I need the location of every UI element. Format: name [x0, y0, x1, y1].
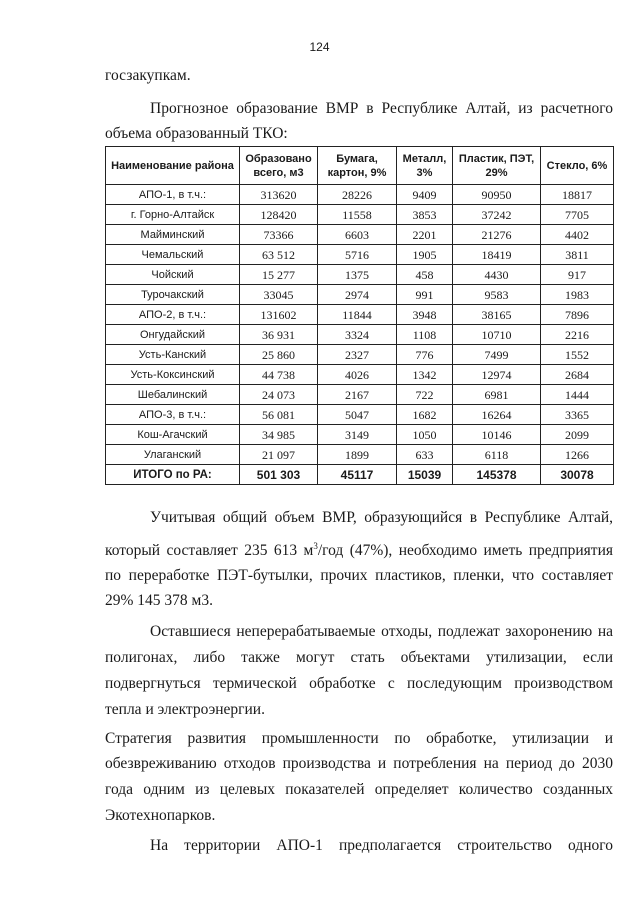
value-cell: 15 277 [240, 265, 318, 285]
table-row [106, 445, 614, 465]
district-name-cell: Кош-Агачский [106, 425, 240, 445]
value-cell: 1375 [318, 265, 397, 285]
value-cell: 145378 [453, 465, 541, 485]
table-row [106, 305, 614, 325]
value-cell: 16264 [453, 405, 541, 425]
value-cell: 917 [541, 265, 614, 285]
column-header: Бумага, картон, 9% [318, 147, 397, 185]
value-cell: 313620 [240, 185, 318, 205]
value-cell: 1983 [541, 285, 614, 305]
value-cell: 1899 [318, 445, 397, 465]
value-cell: 3853 [397, 205, 453, 225]
value-cell: 9583 [453, 285, 541, 305]
intro-text-line: объема образованный ТКО: [105, 125, 288, 142]
value-cell: 34 985 [240, 425, 318, 445]
value-cell: 2201 [397, 225, 453, 245]
table-total-row [106, 465, 614, 485]
value-cell: 45117 [318, 465, 397, 485]
paragraph-line: Оставшиеся неперерабатываемые отходы, подлежат захоронению на [150, 623, 613, 640]
value-cell: 33045 [240, 285, 318, 305]
intro-text-line: Прогнозное образование ВМР в Республике Алтай, из расчетного [150, 100, 613, 117]
district-name-cell: Турочакский [106, 285, 240, 305]
table-row [106, 365, 614, 385]
value-cell: 128420 [240, 205, 318, 225]
value-cell: 2327 [318, 345, 397, 365]
value-cell: 18419 [453, 245, 541, 265]
value-cell: 3948 [397, 305, 453, 325]
value-cell: 2099 [541, 425, 614, 445]
value-cell: 2167 [318, 385, 397, 405]
district-name-cell: Усть-Коксинский [106, 365, 240, 385]
value-cell: 28226 [318, 185, 397, 205]
district-name-cell: Усть-Канский [106, 345, 240, 365]
paragraph-line: года одним из целевых показателей определяет количество созданных [105, 781, 613, 798]
value-cell: 37242 [453, 205, 541, 225]
paragraph-line: 29% 145 378 м3. [105, 592, 213, 609]
table-body [106, 185, 614, 485]
value-cell: 1342 [397, 365, 453, 385]
value-cell: 1682 [397, 405, 453, 425]
value-cell: 90950 [453, 185, 541, 205]
district-name-cell: Майминский [106, 225, 240, 245]
value-cell: 10710 [453, 325, 541, 345]
value-cell: 1050 [397, 425, 453, 445]
value-cell: 1266 [541, 445, 614, 465]
value-cell: 38165 [453, 305, 541, 325]
intro-text-line: госзакупкам. [105, 67, 191, 84]
value-cell: 11558 [318, 205, 397, 225]
value-cell: 3811 [541, 245, 614, 265]
district-name-cell: АПО-1, в т.ч.: [106, 185, 240, 205]
paragraph-line [105, 541, 613, 561]
value-cell: 5047 [318, 405, 397, 425]
value-cell: 24 073 [240, 385, 318, 405]
value-cell: 11844 [318, 305, 397, 325]
table-row [106, 265, 614, 285]
paragraph-line: На территории АПО-1 предполагается строительство одного [150, 837, 613, 854]
paragraph-line: Учитывая общий объем ВМР, образующийся в Республике Алтай, [150, 509, 613, 526]
table-row [106, 225, 614, 245]
value-cell: 2684 [541, 365, 614, 385]
district-name-cell: АПО-3, в т.ч.: [106, 405, 240, 425]
value-cell: 18817 [541, 185, 614, 205]
district-name-cell: ИТОГО по РА: [106, 465, 240, 485]
page-number: 124 [309, 40, 330, 54]
table-header-row [106, 147, 614, 185]
table-row [106, 325, 614, 345]
district-name-cell: Чемальский [106, 245, 240, 265]
value-cell: 1444 [541, 385, 614, 405]
paragraph-line: тепла и электроэнергии. [105, 701, 265, 718]
paragraph-line: подвергнуться термической обработке с последующим производством [105, 675, 613, 692]
value-cell: 30078 [541, 465, 614, 485]
table-row [106, 425, 614, 445]
table-row [106, 285, 614, 305]
value-cell: 2216 [541, 325, 614, 345]
value-cell: 15039 [397, 465, 453, 485]
table-row [106, 405, 614, 425]
column-header: Образовано всего, м3 [240, 147, 318, 185]
table-row [106, 345, 614, 365]
value-cell: 4026 [318, 365, 397, 385]
value-cell: 3149 [318, 425, 397, 445]
value-cell: 21276 [453, 225, 541, 245]
value-cell: 6603 [318, 225, 397, 245]
value-cell: 131602 [240, 305, 318, 325]
value-cell: 2974 [318, 285, 397, 305]
value-cell: 501 303 [240, 465, 318, 485]
superscript: 3 [313, 540, 318, 551]
value-cell: 4430 [453, 265, 541, 285]
district-name-cell: АПО-2, в т.ч.: [106, 305, 240, 325]
value-cell: 12974 [453, 365, 541, 385]
value-cell: 633 [397, 445, 453, 465]
value-cell: 722 [397, 385, 453, 405]
value-cell: 21 097 [240, 445, 318, 465]
value-cell: 4402 [541, 225, 614, 245]
paragraph-line: полигонах, либо также могут стать объектами утилизации, если [105, 649, 613, 666]
district-name-cell: Онгудайский [106, 325, 240, 345]
value-cell: 776 [397, 345, 453, 365]
value-cell: 7499 [453, 345, 541, 365]
paragraph-line: по переработке ПЭТ-бутылки, прочих пластиков, пленки, что составляет [105, 567, 613, 584]
value-cell: 5716 [318, 245, 397, 265]
value-cell: 10146 [453, 425, 541, 445]
value-cell: 56 081 [240, 405, 318, 425]
value-cell: 458 [397, 265, 453, 285]
paragraph-line: Стратегия развития промышленности по обработке, утилизации и [105, 730, 613, 747]
column-header: Пластик, ПЭТ, 29% [453, 147, 541, 185]
table-row [106, 205, 614, 225]
value-cell: 73366 [240, 225, 318, 245]
paragraph-line: Экотехнопарков. [105, 807, 216, 824]
column-header: Наименование района [106, 147, 240, 185]
value-cell: 7705 [541, 205, 614, 225]
value-cell: 991 [397, 285, 453, 305]
district-name-cell: Шебалинский [106, 385, 240, 405]
value-cell: 44 738 [240, 365, 318, 385]
district-name-cell: Улаганский [106, 445, 240, 465]
table-row [106, 245, 614, 265]
value-cell: 1108 [397, 325, 453, 345]
value-cell: 3365 [541, 405, 614, 425]
waste-forecast-table [105, 146, 614, 485]
value-cell: 3324 [318, 325, 397, 345]
column-header: Металл, 3% [397, 147, 453, 185]
value-cell: 63 512 [240, 245, 318, 265]
column-header: Стекло, 6% [541, 147, 614, 185]
value-cell: 7896 [541, 305, 614, 325]
district-name-cell: г. Горно-Алтайск [106, 205, 240, 225]
value-cell: 6118 [453, 445, 541, 465]
value-cell: 1552 [541, 345, 614, 365]
table-row [106, 185, 614, 205]
value-cell: 36 931 [240, 325, 318, 345]
text-fragment: /год (47%), необходимо иметь предприятия [317, 542, 613, 559]
district-name-cell: Чойский [106, 265, 240, 285]
paragraph-line: обезвреживанию отходов производства и потребления на период до 2030 [105, 755, 613, 772]
table-row [106, 385, 614, 405]
value-cell: 1905 [397, 245, 453, 265]
value-cell: 9409 [397, 185, 453, 205]
value-cell: 6981 [453, 385, 541, 405]
text-fragment: который составляет 235 613 м [105, 542, 314, 559]
value-cell: 25 860 [240, 345, 318, 365]
